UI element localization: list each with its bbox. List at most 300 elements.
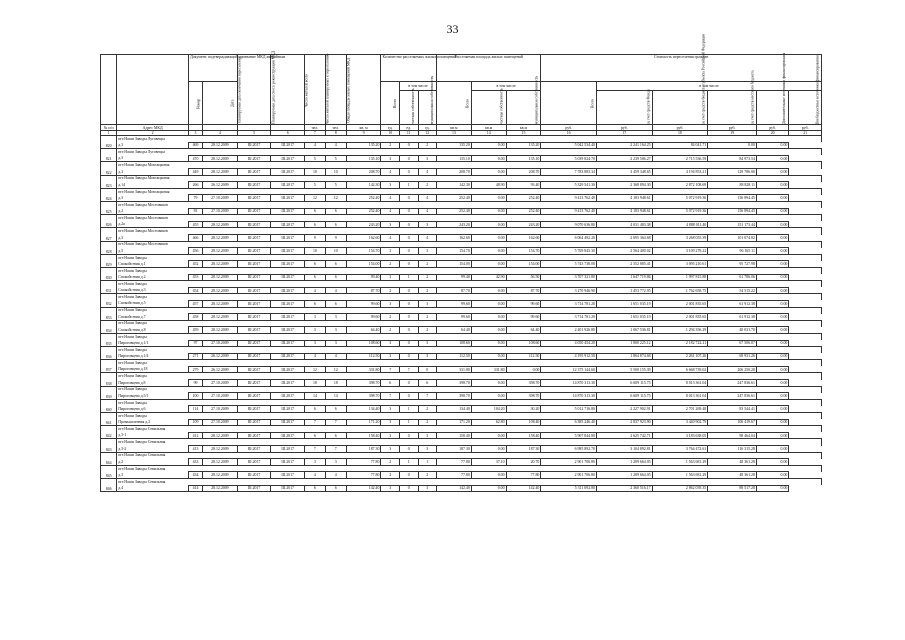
- address-line-1: пгт.Наши Заводы: [117, 254, 822, 261]
- cell-a-all: 135.10: [437, 155, 472, 162]
- cell-c-all: 3: [381, 221, 400, 228]
- cell-c-mu: 3: [418, 432, 437, 439]
- table-body: [101, 131, 822, 492]
- cell-c-all: 4: [381, 235, 400, 242]
- cell-fund: 4 031 403.38: [597, 221, 653, 228]
- cell-r2: 6: [325, 208, 346, 215]
- cell-cost: 9 070 636.80: [541, 221, 597, 228]
- cell-c-mu: 3: [418, 155, 437, 162]
- cell-ext: 0.00: [756, 300, 788, 307]
- cell-date: 27.10.2009: [202, 406, 237, 413]
- cell-c-pr: 1: [399, 406, 418, 413]
- cell-c-all: 2: [381, 459, 400, 466]
- address-line-2: д.3-2: [117, 446, 189, 453]
- cell-loc: 116 315.28: [708, 446, 757, 453]
- header-cost-group: Стоимость переселения граждан: [541, 55, 822, 82]
- cell-c-mu: 2: [418, 327, 437, 334]
- cell-ext: 0.00: [756, 195, 788, 202]
- cell-fund: 1 067 536.81: [597, 327, 653, 334]
- address-line-2: д.4: [117, 485, 189, 492]
- cell-reg: 2 001 835.65: [652, 314, 708, 321]
- cell-no: 109: [189, 419, 203, 426]
- col-number: 18: [652, 131, 708, 136]
- address-line-1: пгт.Наши Заводы Севильная: [117, 478, 822, 485]
- cell-r1: 7: [304, 419, 325, 426]
- row-index: 837: [101, 360, 117, 373]
- cell-c-mu: 4: [418, 195, 437, 202]
- cell-c-pr: 0: [399, 446, 418, 453]
- cell-c-mu: 3: [418, 300, 437, 307]
- cell-loc: 156 894.45: [708, 208, 757, 215]
- cell-a-mu: 99.60: [506, 300, 541, 307]
- table-row: [101, 202, 822, 209]
- cell-r1: 6: [304, 221, 325, 228]
- cell-c-all: 3: [381, 274, 400, 281]
- cell-end: III.2017: [237, 182, 271, 189]
- cell-c-pr: 0: [399, 261, 418, 268]
- header-cost-extra: Дополнительные источники финансирования: [756, 91, 788, 125]
- cell-r1: 14: [304, 393, 325, 400]
- header-num: № п/п: [101, 125, 117, 131]
- unit-cell: кв.м: [471, 125, 506, 131]
- unit-cell: руб.: [756, 125, 788, 131]
- cell-a-mu: 64.40: [506, 327, 541, 334]
- cell-end: III.2017: [237, 221, 271, 228]
- address-line-2: Спокойствия д.1: [117, 261, 189, 268]
- cell-c-mu: 1: [418, 459, 437, 466]
- cell-a-all: 135.20: [437, 142, 472, 149]
- cell-dem: III.2017: [271, 169, 305, 176]
- cell-dem: III.2017: [271, 208, 305, 215]
- cell-a-mu: 154.00: [506, 261, 541, 268]
- col-number: 21: [789, 131, 822, 136]
- col-number: 9: [346, 131, 381, 136]
- header-area-total: Всего: [437, 82, 472, 125]
- cell-reg: 4 888 011.40: [652, 221, 708, 228]
- cell-c-pr: 0: [399, 221, 418, 228]
- cell-c-mu: 3: [418, 248, 437, 255]
- cell-c-all: 3: [381, 248, 400, 255]
- cell-fund: 3 459 348.65: [597, 169, 653, 176]
- address-line-1: пгт.Наши Заводы: [117, 413, 822, 420]
- cell-reg: 1 294 356.29: [652, 327, 708, 334]
- cell-loc: 0.00: [708, 142, 757, 149]
- cell-r2: 3: [325, 314, 346, 321]
- unit-cell: кв.м: [437, 125, 472, 131]
- address-line-1: пгт.Наши Заводы Мостовиков: [117, 241, 822, 248]
- cell-area: 252.40: [346, 195, 381, 202]
- cell-c-mu: 2: [418, 314, 437, 321]
- cell-a-mu: 99.60: [506, 314, 541, 321]
- cell-no: 100: [189, 393, 203, 400]
- cell-a-mu: 108.60: [506, 340, 541, 347]
- cell-r2: 4: [325, 287, 346, 294]
- cell-dem: III.2017: [271, 406, 305, 413]
- cell-c-all: 3: [381, 340, 400, 347]
- table-row: [101, 459, 822, 466]
- row-index: 833: [101, 307, 117, 320]
- unit-cell: ед.: [418, 125, 437, 131]
- cell-a-mu: 112.50: [506, 353, 541, 360]
- address-line-2: д.14: [117, 182, 189, 189]
- cell-c-mu: 2: [418, 406, 437, 413]
- cell-area: 398.70: [346, 380, 381, 387]
- cell-fund: 3 104 892.81: [597, 446, 653, 453]
- cell-area: 142.30: [346, 182, 381, 189]
- cell-end: III.2017: [237, 235, 271, 242]
- cell-cost: 4 195 912.50: [541, 353, 597, 360]
- cell-c-mu: 3: [418, 446, 437, 453]
- cell-reg: 2 261 107.26: [652, 353, 708, 360]
- cell-loc: 48 361.28: [708, 472, 757, 479]
- cell-loc: 95 727.98: [708, 261, 757, 268]
- table-row: [101, 432, 822, 439]
- table-row: [101, 221, 822, 228]
- cell-fund: 1 289 664.05: [597, 459, 653, 466]
- cell-reg: 1 997 815.88: [652, 274, 708, 281]
- cell-cost: 9 413 762.40: [541, 195, 597, 202]
- address-line-1: пгт.Наши Заводы: [117, 399, 822, 406]
- cell-loc: 247 836.61: [708, 393, 757, 400]
- cell-c-pr: 1: [399, 274, 418, 281]
- cell-end: III.2017: [237, 155, 271, 162]
- cell-r2: 3: [325, 459, 346, 466]
- cell-loc: 247 836.61: [708, 380, 757, 387]
- cell-dem: III.2017: [271, 235, 305, 242]
- cell-r2: 6: [325, 406, 346, 413]
- cell-c-pr: 0: [399, 235, 418, 242]
- cell-r2: 5: [325, 182, 346, 189]
- cell-r1: 5: [304, 155, 325, 162]
- cell-date: 28.12.2009: [202, 472, 237, 479]
- cell-a-all: 87.70: [437, 287, 472, 294]
- row-index: 840: [101, 399, 117, 412]
- cell-r1: 3: [304, 314, 325, 321]
- cell-r1: 4: [304, 353, 325, 360]
- col-number: 14: [471, 131, 506, 136]
- cell-date: 27.10.2009: [202, 380, 237, 387]
- col-number: 13: [437, 131, 472, 136]
- cell-a-mu: 135.10: [506, 155, 541, 162]
- header-plan-end: Планируемая дата окончания переселения: [237, 55, 271, 125]
- cell-no: 469: [189, 142, 203, 149]
- table-row: [101, 478, 822, 485]
- cell-a-pr: 0.00: [471, 221, 506, 228]
- col-number: 15: [506, 131, 541, 136]
- cell-r2: 6: [325, 300, 346, 307]
- cell-area: 252.40: [346, 208, 381, 215]
- table-row: [101, 149, 822, 156]
- cell-r1: 9: [304, 235, 325, 242]
- cell-cost: 4 050 454.20: [541, 340, 597, 347]
- cell-no: 470: [189, 155, 203, 162]
- cell-a-pr: 0.00: [471, 327, 506, 334]
- table-row: [101, 261, 822, 268]
- cell-a-pr: 0.00: [471, 393, 506, 400]
- row-index: 834: [101, 320, 117, 333]
- cell-no: 412: [189, 432, 203, 439]
- cell-r1: 12: [304, 195, 325, 202]
- header-cost-fund: за счет средств Фонда: [597, 91, 653, 125]
- cell-c-mu: 3: [418, 340, 437, 347]
- header-count-total: Всего: [381, 82, 400, 125]
- cell-a-all: 142.40: [437, 485, 472, 492]
- cell-reg: 3 183 638.05: [652, 432, 708, 439]
- cell-no: 97: [189, 340, 203, 347]
- col-number: 12: [418, 131, 437, 136]
- address-line-2: д.3: [117, 195, 189, 202]
- table-row: [101, 294, 822, 301]
- cell-c-pr: 0: [399, 393, 418, 400]
- cell-fund: 2 695 364.68: [597, 235, 653, 242]
- table-row: [101, 208, 822, 215]
- cell-dem: III.2017: [271, 314, 305, 321]
- cell-cost: 3 714 781.20: [541, 314, 597, 321]
- cell-reg: 3 764 472.61: [652, 446, 708, 453]
- cell-cost: 5 039 824.70: [541, 155, 597, 162]
- cell-ext: 0.00: [756, 340, 788, 347]
- cell-fund: 1 289 664.05: [597, 472, 653, 479]
- address-line-1: пгт.Наши Заводы: [117, 294, 822, 301]
- cell-fund: 5 500 155.39: [597, 366, 653, 373]
- cell-c-pr: 0: [399, 432, 418, 439]
- row-index: 821: [101, 149, 117, 162]
- cell-reg: 84 041.71: [652, 142, 708, 149]
- header-row-top: [101, 55, 822, 82]
- cell-r1: 18: [304, 380, 325, 387]
- cell-cost: 9 413 762.40: [541, 208, 597, 215]
- cell-no: 454: [189, 287, 203, 294]
- cell-loc: 106 419.67: [708, 419, 757, 426]
- cell-ext: 0.00: [756, 393, 788, 400]
- address-line-1: пгт.Наши Заводы: [117, 333, 822, 340]
- row-index: 823: [101, 175, 117, 188]
- cell-a-mu: 187.30: [506, 446, 541, 453]
- cell-a-all: 154.00: [437, 261, 472, 268]
- cell-a-pr: 0.00: [471, 340, 506, 347]
- header-count-incl: в том числе: [399, 82, 436, 91]
- cell-r2: 12: [325, 366, 346, 373]
- address-line-1: пгт.Наши Заводы: [117, 360, 822, 367]
- cell-cost: 3 714 781.20: [541, 300, 597, 307]
- cell-end: III.2017: [237, 459, 271, 466]
- cell-c-mu: 2: [418, 261, 437, 268]
- address-line-2: Спокойствия д.2: [117, 274, 189, 281]
- table-row: [101, 386, 822, 393]
- cell-reg: 5 072 919.36: [652, 208, 708, 215]
- cell-a-all: 187.30: [437, 446, 472, 453]
- cell-c-all: 3: [381, 155, 400, 162]
- cell-c-all: 3: [381, 406, 400, 413]
- cell-a-mu: 0.00: [506, 366, 541, 373]
- cell-a-pr: 0.00: [471, 235, 506, 242]
- cell-ext: 0.00: [756, 261, 788, 268]
- cell-cost: 5 769 843.30: [541, 248, 597, 255]
- cell-a-mu: 108.40: [506, 419, 541, 426]
- cell-c-mu: 4: [418, 208, 437, 215]
- table-row: [101, 155, 822, 162]
- cell-cost: 2 401 926.80: [541, 327, 597, 334]
- cell-fund: 2 241 164.25: [597, 142, 653, 149]
- cell-a-mu: 208.70: [506, 169, 541, 176]
- cell-loc: 101 074.82: [708, 235, 757, 242]
- cell-r2: 9: [325, 235, 346, 242]
- header-area-group: Расселяемая площадь жилых помещений: [437, 55, 541, 82]
- table-row: [101, 188, 822, 195]
- cell-loc: 40 031.70: [708, 327, 757, 334]
- cell-no: 99: [189, 380, 203, 387]
- page-number: 33: [446, 22, 459, 36]
- cell-c-all: 3: [381, 485, 400, 492]
- cell-c-mu: 2: [418, 419, 437, 426]
- cell-reg: 2 701 269.48: [652, 406, 708, 413]
- cell-reg: 1 563 681.29: [652, 459, 708, 466]
- cell-end: III.2017: [237, 485, 271, 492]
- cell-c-pr: 7: [399, 366, 418, 373]
- cell-c-pr: 1: [399, 459, 418, 466]
- unit-cell: чел.: [304, 125, 325, 131]
- row-index: 827: [101, 228, 117, 241]
- cell-c-pr: 0: [399, 195, 418, 202]
- table-row: [101, 215, 822, 222]
- col-number: 3: [189, 131, 203, 136]
- cell-ext: 0.00: [756, 419, 788, 426]
- cell-a-pr: 0.00: [471, 287, 506, 294]
- cell-a-pr: 62.80: [471, 419, 506, 426]
- table-row: [101, 182, 822, 189]
- cell-c-all: 2: [381, 472, 400, 479]
- cell-dem: III.2017: [271, 142, 305, 149]
- cell-no: 79: [189, 195, 203, 202]
- header-row-middle: [101, 82, 822, 91]
- address-line-2: д.3-1: [117, 432, 189, 439]
- cell-c-mu: 2: [418, 287, 437, 294]
- cell-fund: 2 239 506.27: [597, 155, 653, 162]
- cell-no: 434: [189, 472, 203, 479]
- cell-r2: 7: [325, 446, 346, 453]
- cell-end: III.2017: [237, 340, 271, 347]
- cell-end: III.2017: [237, 353, 271, 360]
- table-row: [101, 287, 822, 294]
- cell-end: III.2017: [237, 274, 271, 281]
- cell-area: 108.60: [346, 340, 381, 347]
- cell-ext: 0.00: [756, 366, 788, 373]
- cell-no: 271: [189, 353, 203, 360]
- address-line-2: Пироговцева д.1/1: [117, 340, 189, 347]
- cell-ext: 0.00: [756, 353, 788, 360]
- cell-a-pr: 42.90: [471, 274, 506, 281]
- cell-c-pr: 0: [399, 208, 418, 215]
- unit-cell: руб.: [789, 125, 822, 131]
- cell-c-mu: 7: [418, 393, 437, 400]
- cell-date: 28.12.2009: [202, 446, 237, 453]
- header-doc-date: Дата: [202, 82, 237, 125]
- cell-c-pr: 0: [399, 248, 418, 255]
- cell-r2: 3: [325, 327, 346, 334]
- cell-c-all: 2: [381, 287, 400, 294]
- table-row: [101, 446, 822, 453]
- cell-c-all: 6: [381, 380, 400, 387]
- cell-end: III.2017: [237, 248, 271, 255]
- cell-no: 457: [189, 300, 203, 307]
- cell-dem: III.2017: [271, 472, 305, 479]
- cell-a-all: 112.50: [437, 353, 472, 360]
- address-line-2: д.3: [117, 235, 189, 242]
- cell-a-all: 108.60: [437, 340, 472, 347]
- cell-a-pr: 37.10: [471, 459, 506, 466]
- cell-c-all: 3: [381, 353, 400, 360]
- row-index: 841: [101, 413, 117, 426]
- cell-r1: 4: [304, 472, 325, 479]
- address-line-1: пгт.Наши Заводы: [117, 267, 822, 274]
- cell-cost: 14 870 313.30: [541, 393, 597, 400]
- table-row: [101, 195, 822, 202]
- table-row: [101, 426, 822, 433]
- cell-dem: III.2017: [271, 340, 305, 347]
- cell-a-all: 398.70: [437, 380, 472, 387]
- header-cost-over: Внебюджетные источники финансирования: [789, 91, 822, 125]
- cell-a-pr: 0.00: [471, 472, 506, 479]
- cell-dem: III.2017: [271, 419, 305, 426]
- cell-c-mu: 3: [418, 221, 437, 228]
- cell-a-mu: 135.20: [506, 142, 541, 149]
- cell-date: 28.12.2009: [202, 300, 237, 307]
- address-line-1: пгт.Наши Заводы Мостовиков: [117, 202, 822, 209]
- cell-r2: 10: [325, 248, 346, 255]
- cell-ext: 0.00: [756, 169, 788, 176]
- table-row: [101, 485, 822, 492]
- cell-a-all: 398.70: [437, 393, 472, 400]
- cell-date: 28.12.2009: [202, 432, 237, 439]
- table-row: [101, 366, 822, 373]
- row-index: 829: [101, 254, 117, 267]
- row-index: 824: [101, 188, 117, 201]
- cell-reg: 2 862 039.35: [652, 485, 708, 492]
- row-index: 830: [101, 267, 117, 280]
- cell-a-pr: 0.00: [471, 380, 506, 387]
- col-number: 4: [202, 131, 237, 136]
- address-line-2: Пироговцева д.6: [117, 406, 189, 413]
- cell-a-pr: 0.00: [471, 248, 506, 255]
- cell-r1: 3: [304, 340, 325, 347]
- cell-c-all: 2: [381, 142, 400, 149]
- cell-a-all: 77.80: [437, 472, 472, 479]
- cell-a-mu: 158.40: [506, 432, 541, 439]
- table-row: [101, 281, 822, 288]
- address-line-2: Спокойствия д.8: [117, 327, 189, 334]
- unit-cell: ед.: [381, 125, 400, 131]
- cell-c-pr: 0: [399, 380, 418, 387]
- cell-a-pr: 48.90: [471, 182, 506, 189]
- cell-r2: 4: [325, 353, 346, 360]
- cell-c-all: 3: [381, 300, 400, 307]
- cell-r2: 4: [325, 472, 346, 479]
- cell-date: 28.12.2009: [202, 261, 237, 268]
- cell-r2: 6: [325, 274, 346, 281]
- cell-c-pr: 0: [399, 353, 418, 360]
- cell-area: 158.40: [346, 432, 381, 439]
- cell-area: 208.70: [346, 169, 381, 176]
- cell-no: 114: [189, 406, 203, 413]
- cell-reg: 2 182 722.21: [652, 340, 708, 347]
- cell-c-all: 2: [381, 261, 400, 268]
- address-line-2: Пироговцева д.18: [117, 366, 189, 373]
- cell-end: III.2017: [237, 314, 271, 321]
- cell-no: 453: [189, 274, 203, 281]
- row-index: 820: [101, 136, 117, 149]
- table-row: [101, 136, 822, 143]
- table-row: [101, 393, 822, 400]
